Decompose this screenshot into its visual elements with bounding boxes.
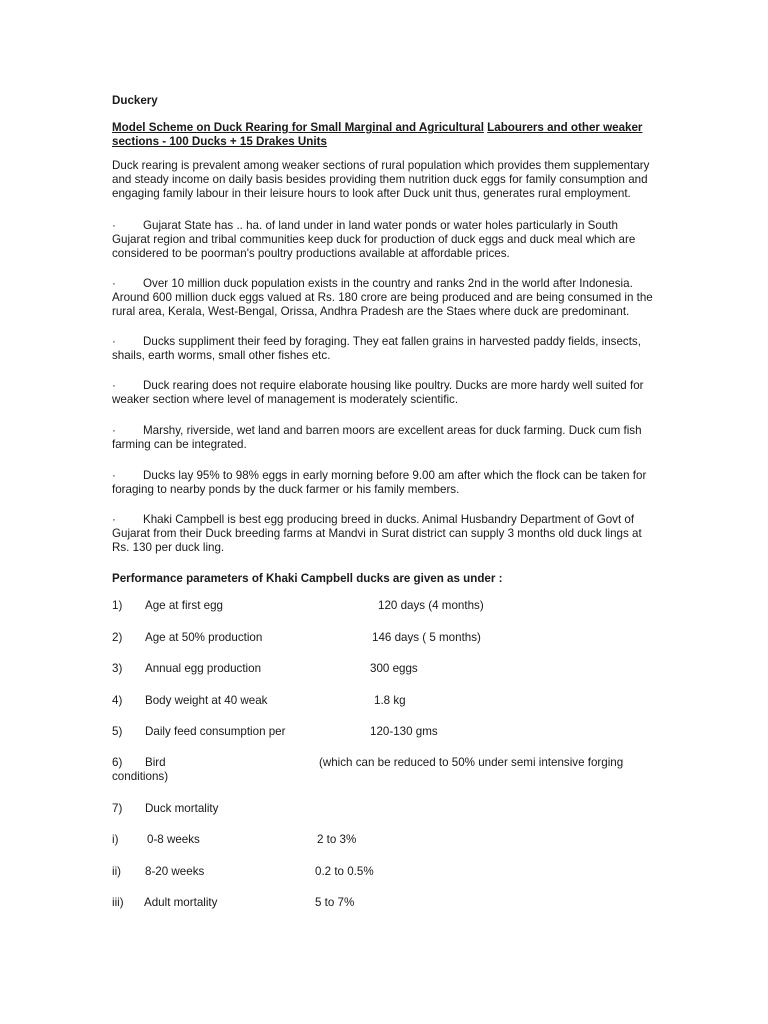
bullet-item xyxy=(112,335,657,363)
param-label: Daily feed consumption per xyxy=(145,725,286,738)
param-value: (which can be reduced to 50% under semi intensive forging xyxy=(319,756,624,769)
mortality-label: 8-20 weeks xyxy=(145,865,205,878)
bullet-text: Ducks suppliment their feed by foraging. They eat fallen grains in harvested paddy fields, insects, shails, earth worms, small other fishes etc. xyxy=(112,335,641,362)
document-title: Duckery xyxy=(112,94,158,107)
bullet-text: Khaki Campbell is best egg producing breed in ducks. Animal Husbandry Department of Govt of Gujarat from their Duck breeding farms at Mandvi in Surat district can supply 3 months old duck lings at Rs. 130 per duck ling. xyxy=(112,513,642,554)
mortality-number: ii) xyxy=(112,865,122,878)
param-number: 3) xyxy=(112,662,123,675)
param-number: 7) xyxy=(112,802,123,815)
bullet-symbol: · xyxy=(112,469,116,482)
mortality-value: 0.2 to 0.5% xyxy=(315,865,374,878)
param-label: Bird xyxy=(145,756,166,769)
param-label: Annual egg production xyxy=(145,662,262,675)
bullet-item xyxy=(112,379,657,407)
param-value: 146 days ( 5 months) xyxy=(372,631,481,644)
bullet-text: Marshy, riverside, wet land and barren moors are excellent areas for duck farming. Duck cum fish farming can be integrated. xyxy=(112,424,642,451)
param-number: 5) xyxy=(112,725,123,738)
mortality-label: Adult mortality xyxy=(144,896,218,909)
bullet-item xyxy=(112,277,657,318)
bullet-symbol: · xyxy=(112,379,116,392)
bullet-text: Over 10 million duck population exists in the country and ranks 2nd in the world after Indonesia. Around 600 million duck eggs valued at Rs. 180 crore are being produced and are being consumed in the rural area, Kerala, West-Bengal, Orissa, Andhra Pradesh are the Staes where duck are predominant. xyxy=(112,277,653,318)
scheme-heading-part1: Model Scheme on Duck Rearing for Small Marginal and Agricultural xyxy=(112,121,484,134)
param-label: Body weight at 40 weak xyxy=(145,694,268,707)
bullet-item xyxy=(112,424,657,452)
param-value-continuation: conditions) xyxy=(112,770,169,783)
bullet-item xyxy=(112,469,657,497)
bullet-symbol: · xyxy=(112,424,116,437)
bullet-item xyxy=(112,219,657,260)
param-number: 2) xyxy=(112,631,123,644)
bullet-symbol: · xyxy=(112,335,116,348)
mortality-value: 2 to 3% xyxy=(317,833,357,846)
param-number: 6) xyxy=(112,756,123,769)
intro-paragraph: Duck rearing is prevalent among weaker sections of rural population which provides them supplementary and steady income on daily basis besides providing them nutrition duck eggs for family consumption and engaging family labour in their leisure hours to look after Duck unit thus, generates rural employment. xyxy=(112,159,650,200)
param-value: 120-130 gms xyxy=(370,725,438,738)
param-number: 4) xyxy=(112,694,123,707)
param-value: 1.8 kg xyxy=(374,694,406,707)
bullet-text: Gujarat State has .. ha. of land under in land water ponds or water holes particularly in South Gujarat region and tribal communities keep duck for production of duck eggs and duck meal which are considered to be poorman's poultry productions available at affordable prices. xyxy=(112,219,636,260)
mortality-value: 5 to 7% xyxy=(315,896,355,909)
mortality-number: i) xyxy=(112,833,119,846)
bullet-item xyxy=(112,513,657,554)
bullet-symbol: · xyxy=(112,513,116,526)
param-label: Age at 50% production xyxy=(145,631,263,644)
param-label: Duck mortality xyxy=(145,802,219,815)
param-value: 300 eggs xyxy=(370,662,418,675)
scheme-heading xyxy=(112,121,657,149)
param-value: 120 days (4 months) xyxy=(378,599,484,612)
scheme-heading-part2: Labourers and other weaker sections - 100 Ducks + 15 Drakes Units xyxy=(112,121,643,148)
performance-heading: Performance parameters of Khaki Campbell ducks are given as under : xyxy=(112,572,503,585)
param-label: Age at first egg xyxy=(145,599,223,612)
bullet-text: Duck rearing does not require elaborate housing like poultry. Ducks are more hardy well suited for weaker section where level of management is moderately scientific. xyxy=(112,379,644,406)
param-number: 1) xyxy=(112,599,123,612)
mortality-number: iii) xyxy=(112,896,124,909)
bullet-text: Ducks lay 95% to 98% eggs in early morning before 9.00 am after which the flock can be taken for foraging to nearby ponds by the duck farmer or his family members. xyxy=(112,469,647,496)
bullet-symbol: · xyxy=(112,277,116,290)
mortality-label: 0-8 weeks xyxy=(147,833,200,846)
bullet-symbol: · xyxy=(112,219,116,232)
